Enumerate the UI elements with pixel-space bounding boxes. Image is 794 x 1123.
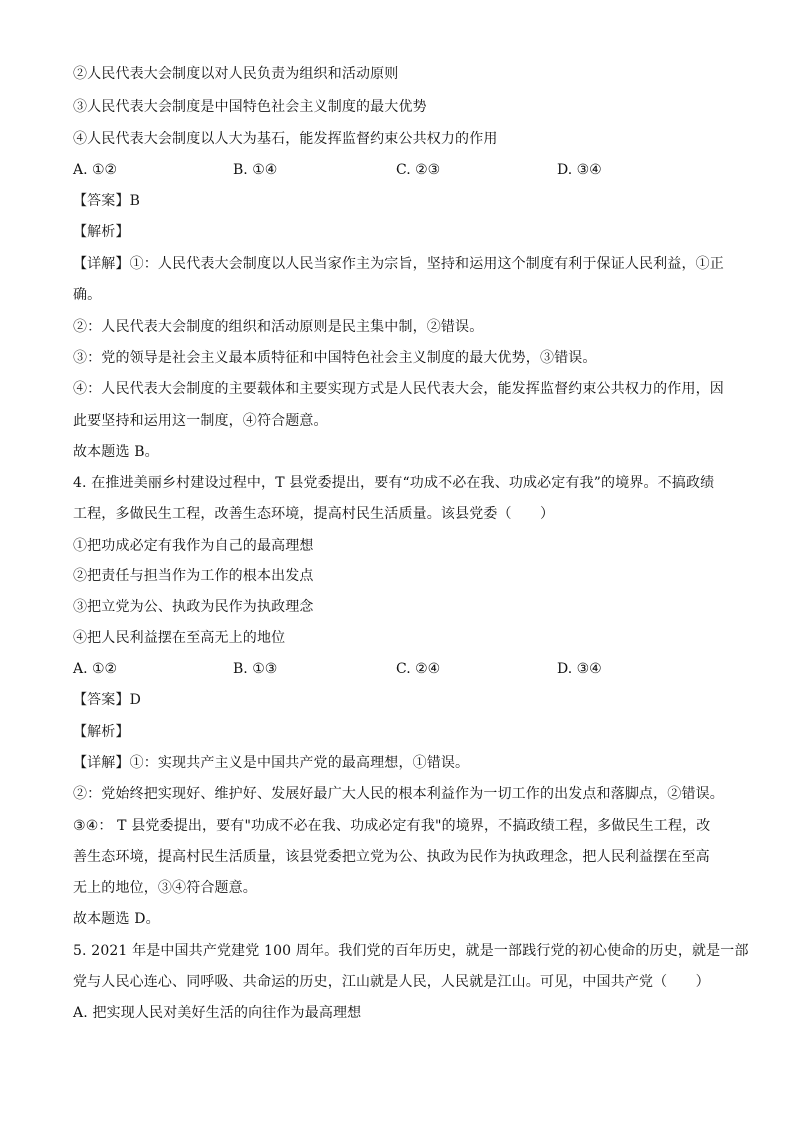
q3-option-a: A. ①② [73,162,118,178]
q4-detail-line-4: 善生态环境，提高村民生活质量，该县党委把立党为公、执政为民作为执政理念，把人民利益摆在至高 [73,849,710,865]
q3-detail-line-5: ④：人民代表大会制度的主要载体和主要实现方式是人民代表大会，能发挥监督约束公共权力的作用，因 [73,381,724,397]
q4-statement-1: ①把功成必定有我作为自己的最高理想 [73,538,314,554]
q4-analysis-label: 【解析】 [73,724,130,740]
q4-answer: 【答案】D [73,692,141,708]
q5-stem-line-1: 5. 2021 年是中国共产党建党 100 周年。我们党的百年历史，就是一部践行党的初心使命的历史，就是一部 [73,943,749,959]
q3-detail-line-4: ③：党的领导是社会主义最本质特征和中国特色社会主义制度的最大优势，③错误。 [73,350,597,366]
q3-statement-2: ②人民代表大会制度以对人民负责为组织和活动原则 [73,66,399,82]
q4-statement-3: ③把立党为公、执政为民作为执政理念 [73,599,314,615]
q4-conclusion: 故本题选 D。 [73,911,160,927]
q3-detail-line-3: ②：人民代表大会制度的组织和活动原则是民主集中制，②错误。 [73,319,484,335]
q4-option-a: A. ①② [73,661,118,677]
q4-statement-2: ②把责任与担当作为工作的根本出发点 [73,568,314,584]
q4-option-c: C. ②④ [396,661,441,677]
q4-statement-4: ④把人民利益摆在至高无上的地位 [73,630,286,646]
q4-option-d: D. ③④ [557,661,602,677]
q3-detail-line-6: 此要坚持和运用这一制度，④符合题意。 [73,413,328,429]
q4-detail-line-1: 【详解】①：实现共产主义是中国共产党的最高理想，①错误。 [73,755,470,771]
q3-detail-line-2: 确。 [73,287,102,303]
q3-statement-4: ④人民代表大会制度以人大为基石，能发挥监督约束公共权力的作用 [73,131,498,147]
q3-answer: 【答案】B [73,193,141,209]
q4-detail-line-2: ②：党始终把实现好、维护好、发展好最广大人民的根本利益作为一切工作的出发点和落脚点，②错误。 [73,786,724,802]
q4-stem-line-1: 4. 在推进美丽乡村建设过程中，T 县党委提出，要有“功成不必在我、功成必定有我”的境界。不搞政绩 [73,475,715,491]
q3-option-d: D. ③④ [557,162,602,178]
q3-conclusion: 故本题选 B。 [73,444,159,460]
q5-option-a: A. 把实现人民对美好生活的向往作为最高理想 [73,1005,362,1021]
q4-option-b: B. ①③ [233,661,278,677]
q3-statement-3: ③人民代表大会制度是中国特色社会主义制度的最大优势 [73,99,427,115]
q5-stem-line-2: 党与人民心连心、同呼吸、共命运的历史，江山就是人民，人民就是江山。可见，中国共产党（ ） [73,974,710,990]
q3-analysis-label: 【解析】 [73,224,130,240]
q4-detail-line-3: ③④： T 县党委提出，要有"功成不必在我、功成必定有我"的境界，不搞政绩工程，多做民生工程，改 [73,818,711,834]
q3-option-b: B. ①④ [233,162,278,178]
q3-option-c: C. ②③ [396,162,441,178]
q4-detail-line-5: 无上的地位，③④符合题意。 [73,880,257,896]
q3-detail-line-1: 【详解】①：人民代表大会制度以人民当家作主为宗旨，坚持和运用这个制度有利于保证人民利益，①正 [73,256,724,272]
q4-stem-line-2: 工程，多做民生工程，改善生态环境，提高村民生活质量。该县党委（ ） [73,506,555,522]
